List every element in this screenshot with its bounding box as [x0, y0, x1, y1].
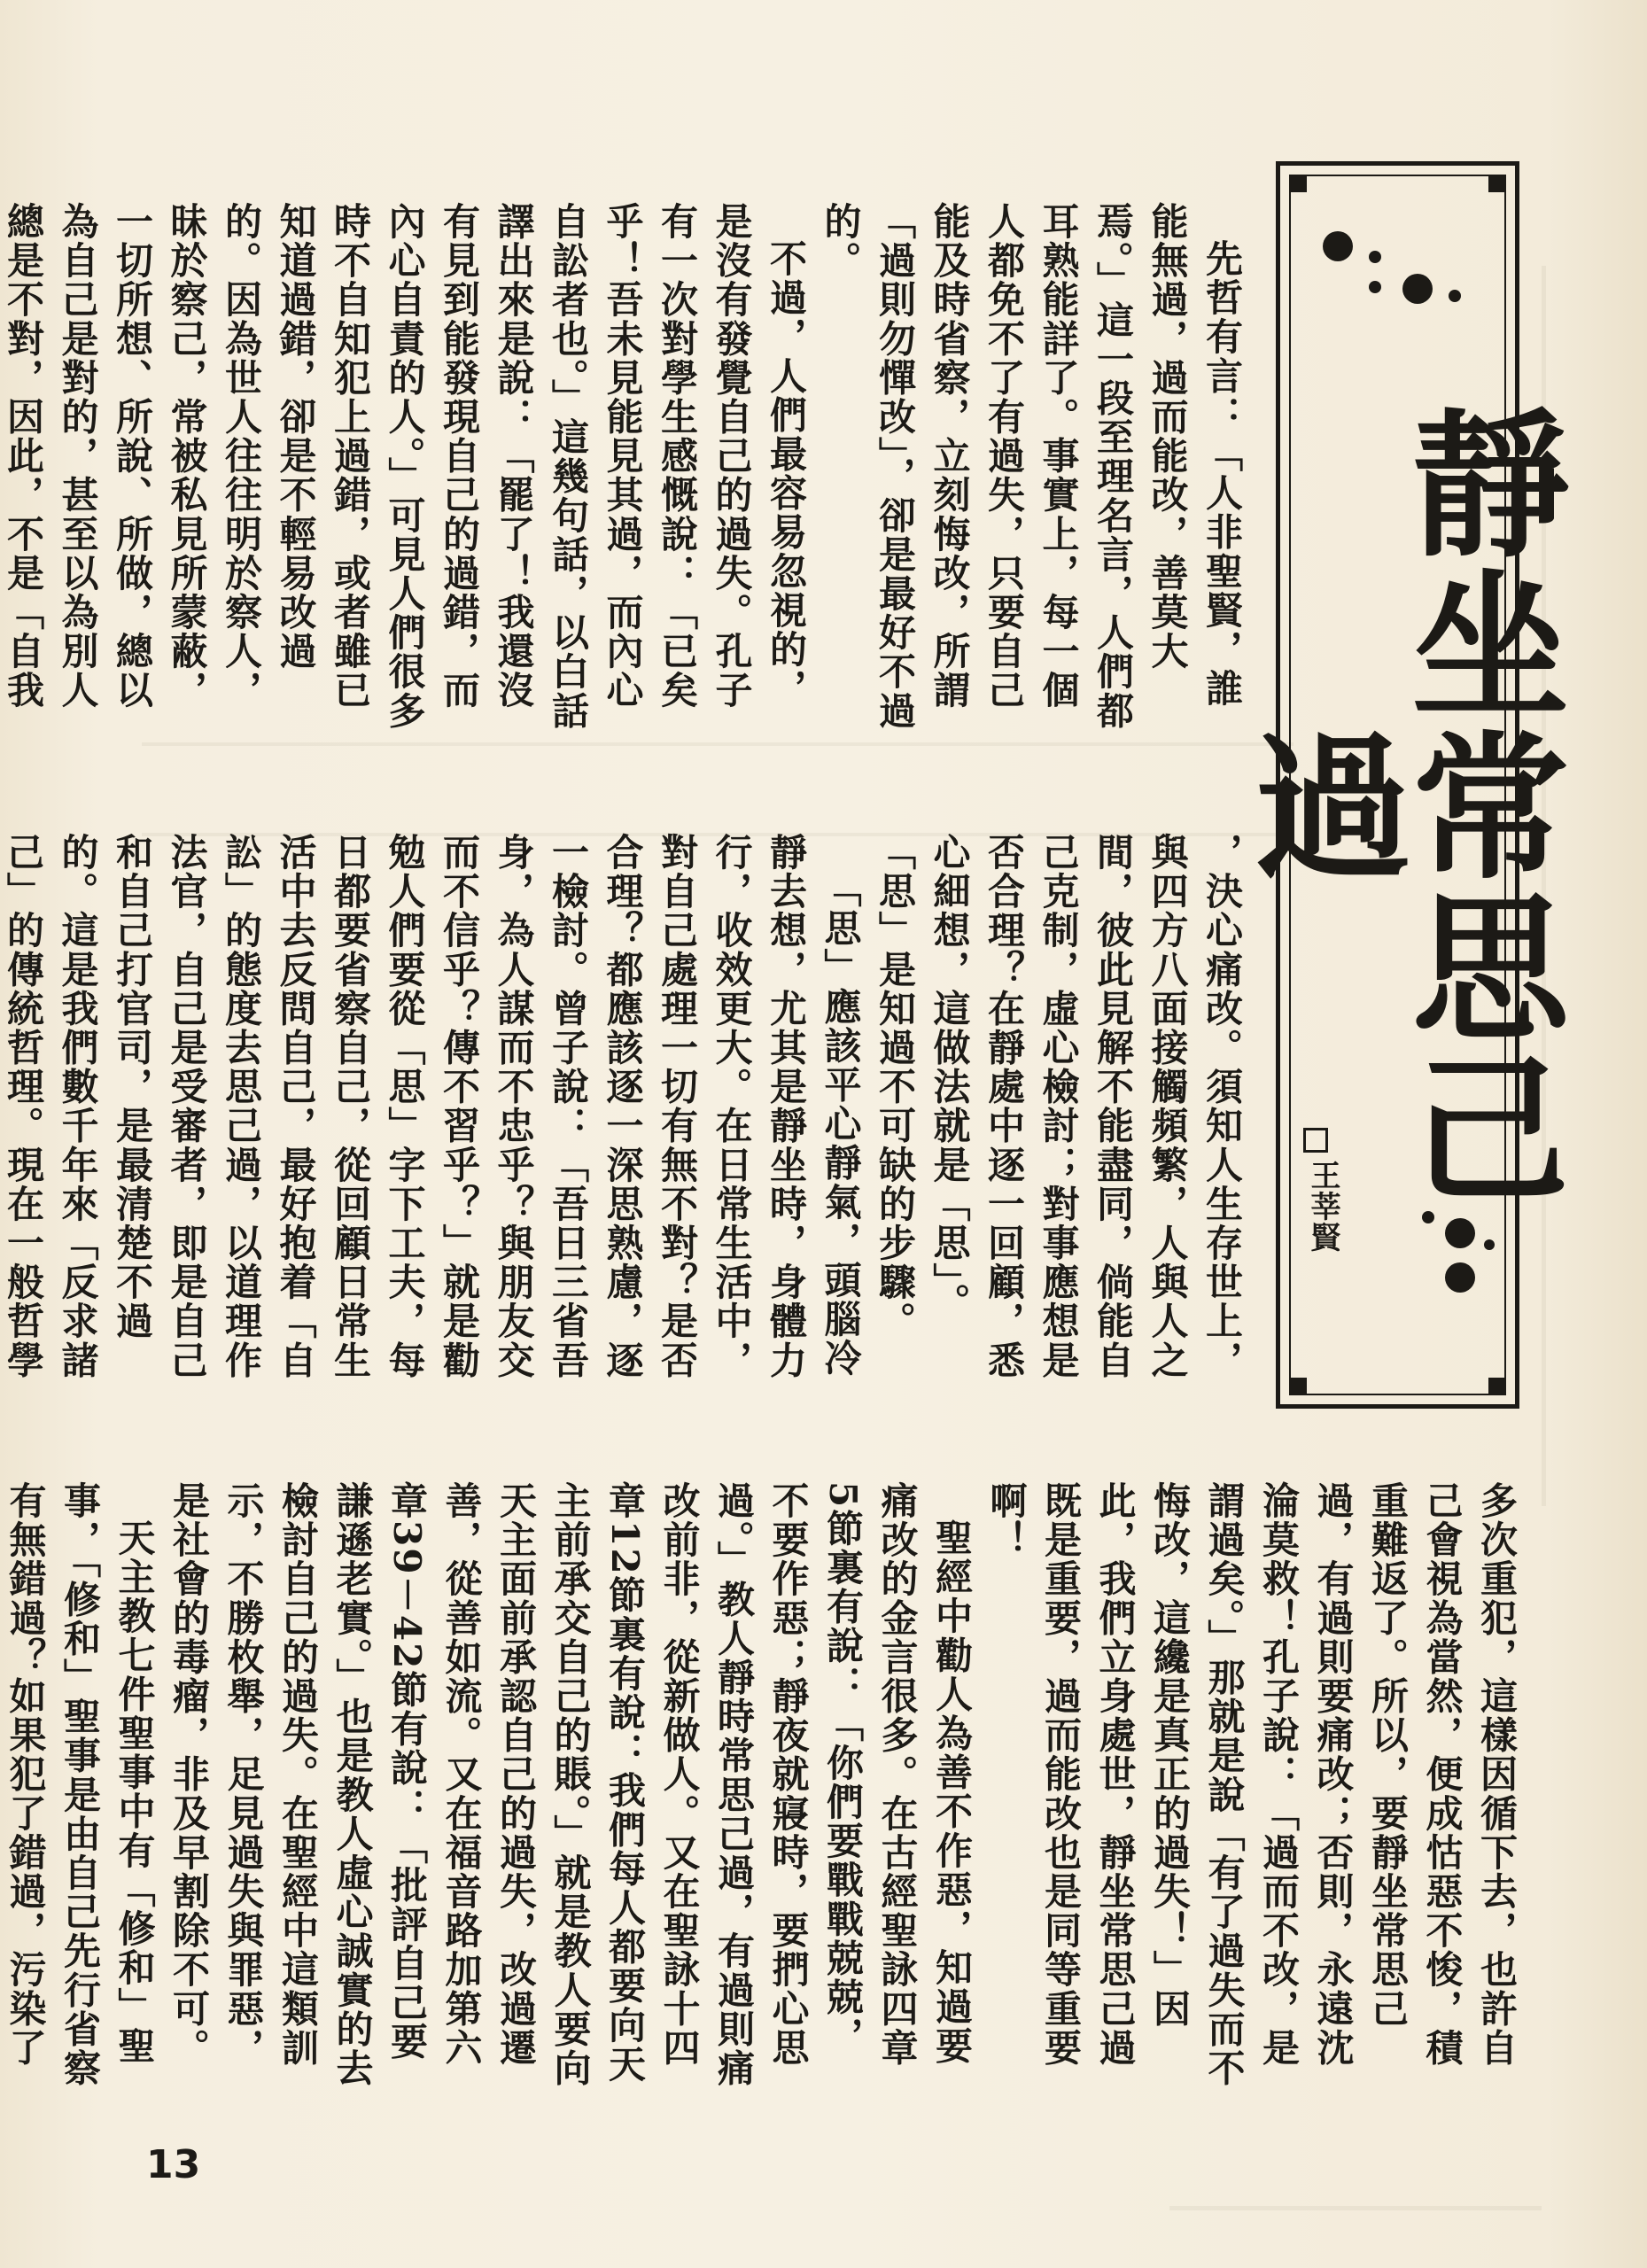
- paragraph: 多次重犯，這樣因循下去，也許自己會視為當然，便成怙惡不悛，積重難返了。所以，要靜坐常思己過，有過則要痛改；否則，永遠沈淪莫救！孔子說：「過而不改，是謂過矣。」那就是說「有了過失而不悔改，這纔是真正的過失！」因此，我們立身處世，靜坐常思己過既是重要，過而能改也是同等重要啊！: [984, 1481, 1519, 2088]
- dot-ornament: [1484, 1239, 1495, 1250]
- frame-corner-ornament: [1488, 175, 1506, 192]
- paragraph: 不過，人們最容易忽視的，是沒有發覺自己的過失。孔子有一次對學生感慨說：「已矣乎！吾未見能見其過，而內心自訟者也。」這幾句話，以白話譯出來是說：「罷了！我還沒有見到能發現自己的過錯，而內心自責的人。」可見人們很多時不自知犯上過錯，或者雖已知道過錯，卻是不輕易改過的。因為世人往往明於察人，昧於察己，常被私見所蒙蔽，一切所想、所說、所做，總以為自己是對的，甚至以為別人總是不對，因此，不是「自我: [2, 202, 808, 731]
- body-text-top: [2, 202, 1249, 742]
- bleed-through-mark: [142, 742, 1294, 746]
- paragraph: 天主教七件聖事中有「修和」聖事，「修和」聖事是由自己先行省察有無錯過？如果犯了錯過，污染了: [4, 1481, 157, 2088]
- frame-corner-ornament: [1488, 1378, 1506, 1395]
- page-number: 13: [146, 2142, 201, 2187]
- paragraph: 「思」應該平心靜氣，頭腦冷靜去想，尤其是靜坐時，身體力行，收效更大。在日常生活中，對自己處理一切有無不對？是否合理？都應該逐一深思熟慮，逐一檢討。曾子說：「吾日三省吾身，為人謀而不忠乎？與朋友交而不信乎？傳不習乎？」就是勸勉人們要從「思」字下工夫，每日都要省察自己，從回顧日常生活中去反問自己，最好抱着「自訟」的態度去思己過，以道理作法官，自己是受審者，即是自己和自己打官司，是最清楚不過的。這是我們數千年來「反求諸己」的傳統哲理。現在一般哲學: [2, 833, 863, 1380]
- paragraph: 先哲有言：「人非聖賢，誰能無過，過而能改，善莫大焉。」這一段至理名言，人們都耳熟能詳了。事實上，每一個人都免不了有過失，只要自己能及時省察，立刻悔改，所謂「過則勿憚改」，卻是最好不過的。: [819, 202, 1244, 731]
- dot-ornament: [1445, 1262, 1475, 1293]
- dot-ornament: [1323, 231, 1353, 261]
- paragraph: ，決心痛改。須知人生存世上，與四方八面接觸頻繁，人與人之間，彼此見解不能盡同，倘能自己克制，虛心檢討；對事應想是否合理？在靜處中逐一回顧，悉心細想，這做法就是「思」。「思」是知過不可缺的步驟。: [874, 833, 1244, 1380]
- title-frame: [1227, 161, 1569, 1409]
- dot-ornament: [1369, 251, 1381, 263]
- dot-ornament: [1449, 290, 1461, 302]
- title-frame-inner: [1227, 175, 1569, 1395]
- author-box-mark: [1303, 1128, 1328, 1153]
- dot-ornament: [1422, 1211, 1434, 1223]
- dot-ornament: [1402, 274, 1433, 304]
- frame-corner-ornament: [1289, 1378, 1307, 1395]
- dot-ornament: [1445, 1218, 1475, 1248]
- body-text-bottom: [4, 1481, 1524, 2093]
- paragraph: 聖經中勸人為善不作惡，知過要痛改的金言很多。在古經聖詠四章5節裏有說：「你們要戰戰兢兢，不要作惡；靜夜就寢時，要捫心思過。」教人靜時常思己過，有過則痛改前非，從新做人。又在聖詠十四章12節裏有說：我們每人都要向天主前承交自己的賬。」就是教人要向天主面前承認自己的過失，改過遷善，從善如流。又在福音路加第六章39－42節有說：「批評自己要謙遜老實。」也是教人虛心誠實的去檢討自己的過失。在聖經中這類訓示，不勝枚舉，足見過失與罪惡，是社會的毒瘤，非及早割除不可。: [167, 1481, 974, 2088]
- bleed-through-mark: [1169, 2206, 1542, 2210]
- article-title: 靜坐常思己過: [1227, 402, 1569, 1208]
- frame-corner-ornament: [1289, 175, 1307, 192]
- body-text-middle: [2, 833, 1249, 1400]
- author-name: 王莘賢: [1305, 1160, 1340, 1253]
- dot-ornament: [1369, 281, 1381, 293]
